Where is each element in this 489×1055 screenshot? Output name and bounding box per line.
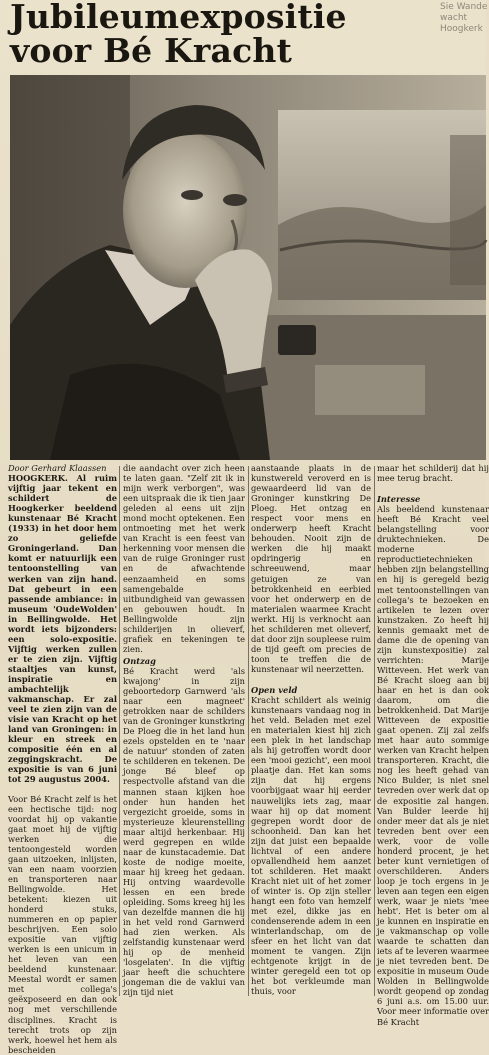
subheading-ontzag: Ontzag (123, 655, 156, 666)
neighbor-article-fragment (440, 2, 486, 35)
article-column-2 (123, 463, 245, 999)
paragraph-gap (8, 785, 117, 794)
article-column-1 (8, 463, 117, 1055)
portrait-photo-icon (10, 75, 486, 460)
fragment-line: Sie Wande (440, 2, 488, 12)
body-paragraph: maar het schilderij dat hij mee terug bracht. (377, 463, 489, 484)
article-photo (10, 75, 486, 460)
subheading-open-veld: Open veld (251, 684, 298, 695)
body-paragraph: Als beeldend kunstenaar heeft Bé Kracht veel belangstelling voor druktechnieken. De moderne reproductietechnieken hebben zijn belangstelling en hij is geregeld bezig met tentoonstellingen van collega's te bezoeken en artikelen te lezen over kunstzaken. Zo heeft hij kennis gemaakt met de dame die de opening van zijn kunstexpositie) zal verrichten: Marije Witteveen. Het werk van Bé Kracht sloeg aan bij haar en het is dan ook daarom, om die betrokkenheid. Dat Marije Witteveen de expositie gaat openen. Zij zal zelfs met haar auto sommige werken van Kracht helpen transporteren. Kracht, die nog les heeft gehad van Nico Bulder, is niet snel tevreden over werk dat op de expositie zal hangen. Van Bulder leerde hij onder meer dat als je niet tevreden bent over een werk, voor de volle honderd procent, je het beter kunt vernietigen of overschilderen. Anders loop je toch ergens in je leven aan tegen een eigen werk, waar je niets 'mee hebt'. Het is beter om al je kunnen en inspiratie en je vakmanschap op volle waarde te schatten dan iets af te leveren waarmee je niet tevreden bent. De expositie in museum Oude Wolden in Bellingwolde wordt geopend op zondag 6 juni a.s. om 15.00 uur. Voor meer informatie over Bé Kracht (377, 504, 489, 1027)
lead-paragraph: HOOGKERK. Al ruim vijftig jaar tekent en schildert de Hoogkerker beeldend kunstenaar Bé Kracht (1933) in het door hem zo geliefde Groningerland. Dan komt er natuurlijk een tentoonstelling van werken van zijn hand. Dat gebeurt in een passende ambiance: in museum 'OudeWolden' in Bellingwolde. Het wordt iets bijzonders: een solo-expositie. Vijftig werken zullen er te zien zijn. Vijftig staaltjes van kunst, inspiratie en ambachtelijk vakmanschap. Er zal veel te zien zijn van de visie van Kracht op het land van Groningen: in kleur en streek en compositie één en al zeggingskracht. De expositie is van 6 juni tot 29 augustus 2004. (8, 473, 117, 785)
headline-line-2: voor Bé Kracht (10, 31, 293, 70)
body-paragraph: die aandacht over zich heen te laten gaan. "Zelf zit ik in mijn werk verborgen", was een uitspraak die ik tien jaar geleden al eens uit zijn mond mocht optekenen. Een ontmoeting met het werk van Kracht is een feest van herkenning voor mensen die van de ruige Groninger rust en de afwachtende eenzaamheid en soms samengebalde uitbundigheid van gewassen en gebouwen houdt. In Bellingwolde zijn schilderijen in olieverf, grafiek en tekeningen te zien. (123, 463, 245, 654)
article-headline (10, 0, 347, 68)
body-paragraph: aanstaande plaats in de kunstwereld veroverd en is gewaardeerd lid van de Groninger kunstkring De Ploeg. Het ontzag en respect voor mens en onderwerp heeft Kracht behouden. Nooit zijn de werken die hij maakt opdringerig en schreeuwend, maar getuigen ze van betrokkenheid en eerbied voor het onderwerp en de materialen waarmee Kracht werkt. Hij is verknocht aan het schilderen met olieverf, dat door zijn soupleese ruim de tijd geeft om precies de toon te treffen die de kunstenaar wil neerzetten. (251, 463, 371, 674)
headline-line-1: Jubileumexpositie (10, 0, 347, 36)
article-column-3 (251, 463, 371, 999)
article-column-4 (377, 463, 489, 1027)
fragment-line: wacht (440, 13, 468, 23)
fragment-line: Hoogkerk (440, 24, 483, 34)
body-paragraph: Voor Bé Kracht zelf is het een hectische tijd: nog voordat hij op vakantie gaat moet hij de vijftig werken die tentoongesteld worden gaan uitzoeken, inlijsten, van een naam voorzien en transporteren naar Bellingwolde. Het betekent: kiezen uit honderd stuks, nummeren en op papier beschrijven. Een solo expositie van vijftig werken is een unicum in het leven van een beeldend kunstenaar. Meestal wordt er samen met collega's geëxposeerd en dan ook nog met verschillende disciplines. Kracht is terecht trots op zijn werk, hoewel het hem als bescheiden (8, 793, 117, 1055)
byline: Door Gerhard Klaassen (8, 463, 107, 473)
body-paragraph: Bé Kracht werd 'als kwajong' in zijn geboortedorp Garnwerd 'als naar een magneet' getrokken naar de schilders van de Groninger kunstkring De Ploeg die in het land hun ezels opstelden en te 'naar de natuur' stonden of zaten te schilderen en tekenen. De jonge Bé bleef op respectvolle afstand van die mannen staan kijken hoe onder hun handen het vergezicht groeide, soms in mysterieuze kleurenstelling maar altijd herkenbaar. Hij werd gegrepen en wilde naar de kunstacademie. Dat koste de nodige moeite, maar hij kreeg het gedaan. Hij ontving waardevolle lessen en een brede opleiding. Soms kreeg hij les van dezelfde mannen die hij in het veld rond Garnwerd had zien werken. Als zelfstandig kunstenaar werd hij op de menheid 'losgelaten'. In die vijftig jaar heeft die schuchtere jongeman die de vaklui van zijn tijd niet (123, 665, 245, 998)
article-body (8, 463, 489, 1055)
subheading-interesse: Interesse (377, 494, 421, 505)
paragraph-gap (251, 674, 371, 683)
body-paragraph: Kracht schildert als weinig kunstenaars vandaag nog in het veld. Beladen met ezel en materialen kiest hij zich een plek in het landschap als hij getroffen wordt door een 'mooi gezicht', een mooi plaatje dan. Het kan soms zijn dat hij ergens voorbijgaat waar hij eerder nauwelijks iets zag, maar waar hij op dat moment gegrepen wordt door de schoonheid. Dan kan het zijn dat juist een bepaalde lichtval of een andere opvallendheid hem aanzet tot schilderen. Het maakt Kracht niet uit of het zomer of winter is. Op zijn steller hangt een foto van hemzelf met ezel, dikke jas en condenserende adem in een winterlandschap, om de sfeer en het licht van dat moment te vangen. Zijn echtgenote krijgt in de winter geregeld een tot op het bot verkleumde man thuis, voor (251, 695, 371, 997)
paragraph-gap (377, 483, 489, 492)
